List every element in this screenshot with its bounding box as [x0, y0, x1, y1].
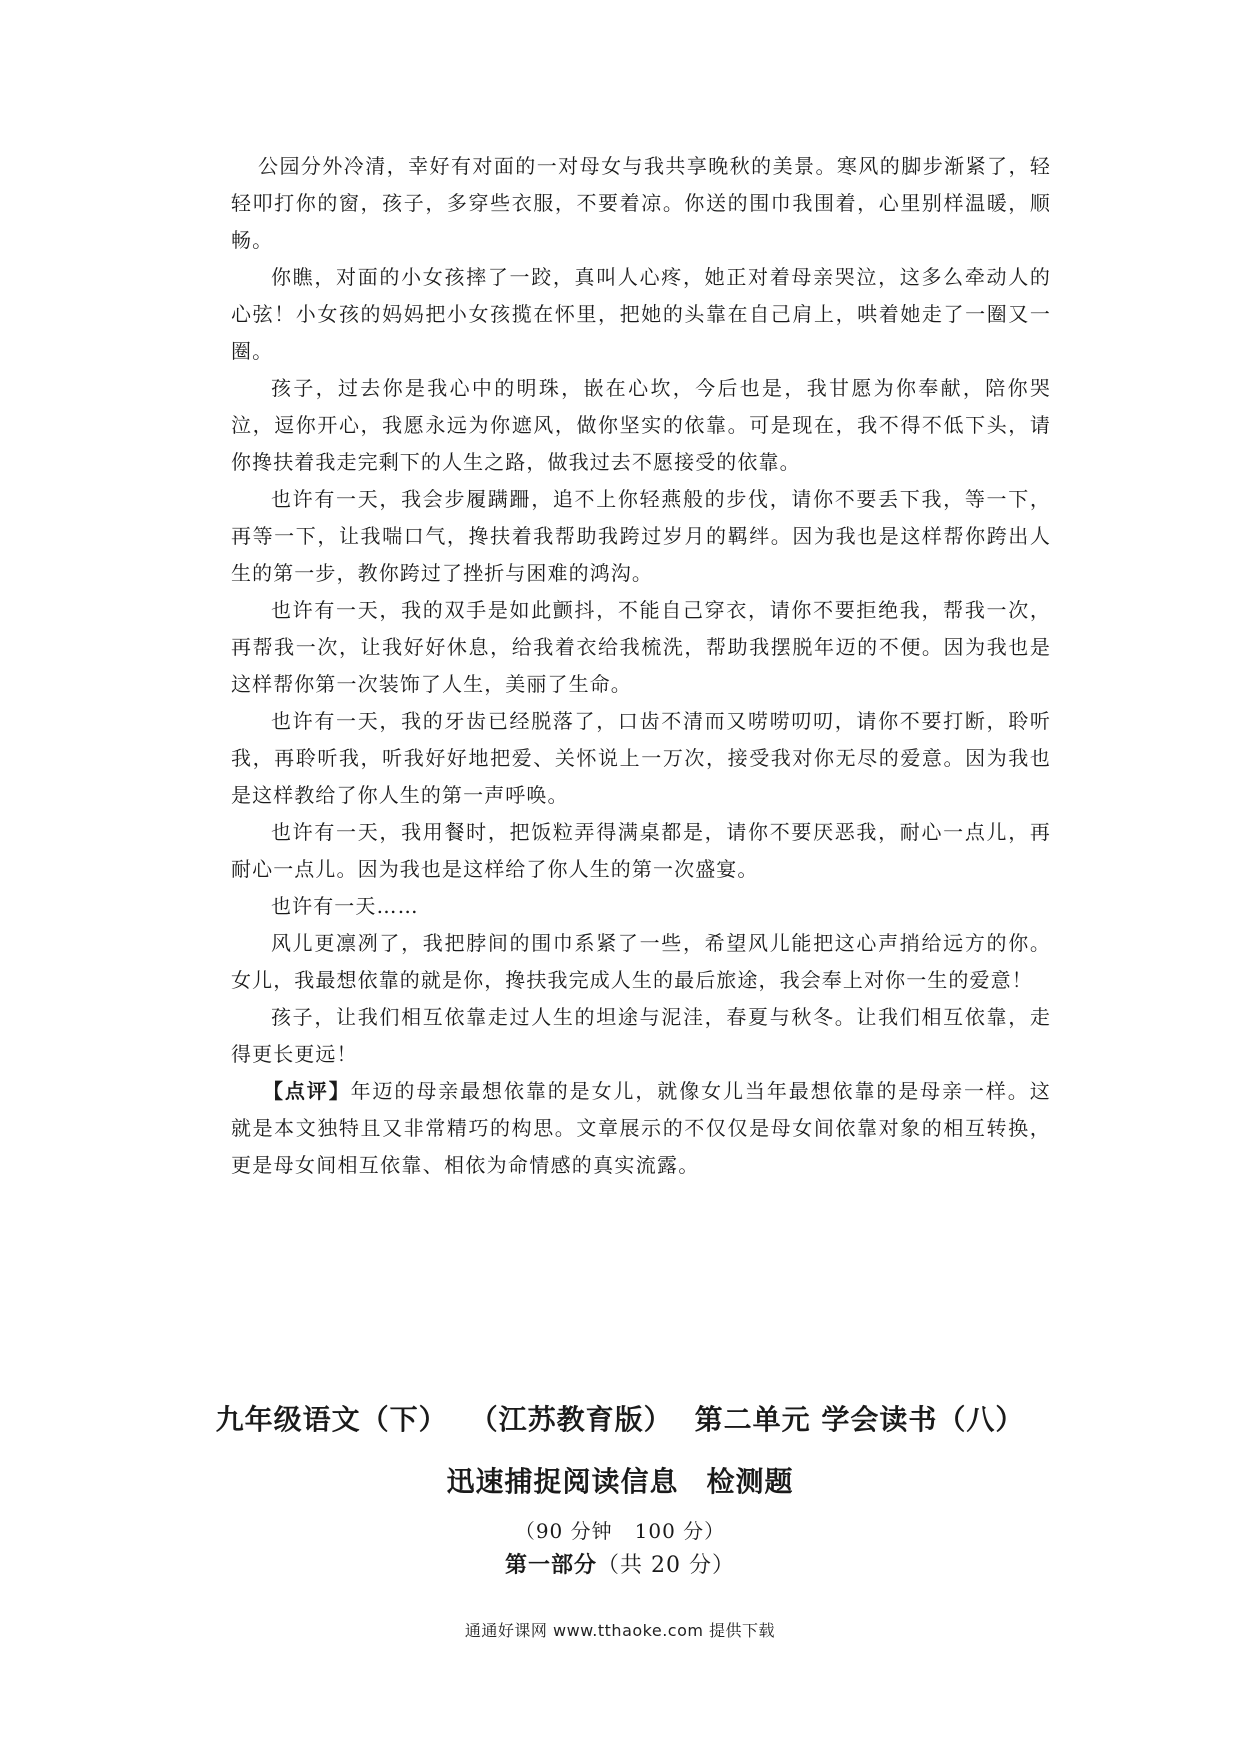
article-paragraph: 也许有一天，我会步履蹒跚，追不上你轻燕般的步伐，请你不要丢下我，等一下，再等一下，让我喘口气，搀扶着我帮助我跨过岁月的羁绊。因为我也是这样帮你跨出人生的第一步，教你跨过了挫折与困难的鸿沟。	[231, 487, 1051, 585]
exam-title	[0, 1398, 1240, 1438]
exam-time: （90 分钟	[514, 1519, 613, 1543]
article-paragraph: 也许有一天，我的牙齿已经脱落了，口齿不清而又唠唠叨叨，请你不要打断，聆听我，再聆听我，听我好好地把爱、关怀说上一万次，接受我对你无尽的爱意。因为我也是这样教给了你人生的第一声呼唤。	[231, 709, 1051, 807]
article-paragraph: 你瞧，对面的小女孩摔了一跤，真叫人心疼，她正对着母亲哭泣，这多么牵动人的心弦！小女孩的妈妈把小女孩揽在怀里，把她的头靠在自己肩上，哄着她走了一圈又一圈。	[231, 265, 1051, 363]
article-paragraph: 公园分外冷清，幸好有对面的一对母女与我共享晚秋的美景。寒风的脚步渐紧了，轻轻叩打你的窗，孩子，多穿些衣服，不要着凉。你送的围巾我围着，心里别样温暖，顺畅。	[231, 154, 1051, 252]
comment-paragraph	[231, 1073, 1051, 1184]
exam-subtitle-topic: 迅速捕捉阅读信息	[446, 1465, 679, 1498]
exam-title-edition: （江苏教育版）	[469, 1403, 673, 1436]
exam-score: 100 分）	[634, 1519, 726, 1543]
section-points: （共 20 分）	[597, 1553, 735, 1578]
comment-tag: 【点评】	[263, 1079, 351, 1103]
exam-title-grade: 九年级语文（下）	[215, 1403, 448, 1436]
exam-title-unit: 第二单元 学会读书（八）	[694, 1403, 1025, 1436]
section-heading	[0, 1548, 1240, 1579]
article-paragraph: 也许有一天，我用餐时，把饭粒弄得满桌都是，请你不要厌恶我，耐心一点儿，再耐心一点儿。因为我也是这样给了你人生的第一次盛宴。	[231, 820, 1051, 881]
exam-subtitle-type: 检测题	[706, 1465, 794, 1498]
comment-text: 年迈的母亲最想依靠的是女儿，就像女儿当年最想依靠的是母亲一样。这就是本文独特且又非常精巧的构思。文章展示的不仅仅是母女间依靠对象的相互转换，更是母女间相互依靠、相依为命情感的真实流露。	[231, 1079, 1051, 1177]
article-body	[231, 148, 1051, 1184]
section-label: 第一部分	[505, 1553, 598, 1578]
article-paragraph: 孩子，让我们相互依靠走过人生的坦途与泥洼，春夏与秋冬。让我们相互依靠，走得更长更远！	[231, 1005, 1051, 1066]
exam-subtitle	[0, 1460, 1240, 1500]
page-footer: 通通好课网 www.tthaoke.com 提供下载	[464, 1621, 776, 1640]
exam-time-score	[0, 1515, 1240, 1544]
article-paragraph: 也许有一天，我的双手是如此颤抖，不能自己穿衣，请你不要拒绝我，帮我一次，再帮我一次，让我好好休息，给我着衣给我梳洗，帮助我摆脱年迈的不便。因为我也是这样帮你第一次装饰了人生，美丽了生命。	[231, 598, 1051, 696]
article-paragraph: 风儿更凛冽了，我把脖间的围巾系紧了一些，希望风儿能把这心声捎给远方的你。女儿，我最想依靠的就是你，搀扶我完成人生的最后旅途，我会奉上对你一生的爱意！	[231, 931, 1051, 992]
article-paragraph: 孩子，过去你是我心中的明珠，嵌在心坎，今后也是，我甘愿为你奉献，陪你哭泣，逗你开心，我愿永远为你遮风，做你坚实的依靠。可是现在，我不得不低下头，请你搀扶着我走完剩下的人生之路，做我过去不愿接受的依靠。	[231, 376, 1051, 474]
article-paragraph: 也许有一天……	[271, 894, 419, 918]
